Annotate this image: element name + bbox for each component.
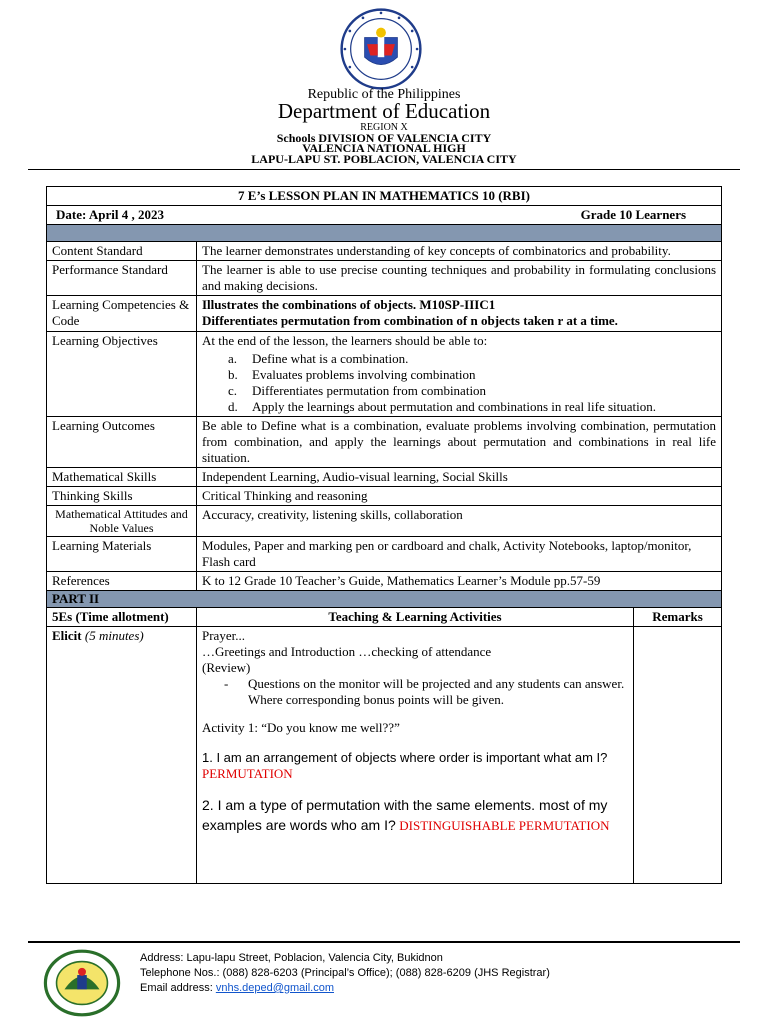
bullet-text: Questions on the monitor will be projected and any students can answer. Where corresponding bonus points will be given. [248,676,625,707]
row-label: Content Standard [47,242,197,261]
email-link[interactable]: vnhs.deped@gmail.com [215,982,334,994]
school-address-line: LAPU-LAPU ST. POBLACION, VALENCIA CITY [251,152,517,166]
row-label: Learning Competencies & Code [47,296,197,332]
col-header-phase: 5Es (Time allotment) [47,608,197,627]
row-value [197,296,722,332]
row-value: K to 12 Grade 10 Teacher’s Guide, Mathematics Learner’s Module pp.57-59 [197,572,722,591]
elicit-activities [197,627,634,884]
col-header-activities: Teaching & Learning Activities [197,608,634,627]
elicit-time: (5 minutes) [84,628,144,643]
question-1 [202,750,628,782]
objectives-row [47,332,722,417]
review-bullet [224,676,628,708]
col-header-remarks: Remarks [634,608,722,627]
division-line: Schools DIVISION OF VALENCIA CITY [276,131,492,145]
bullet-marker: - [224,676,229,691]
competency-2: Differentiates permutation from combination of n objects taken r at a time. [202,313,618,328]
greetings: …Greetings and Introduction …checking of attendance [202,644,492,659]
row-value: Be able to Define what is a combination, evaluate problems involving combination, permutation from combination, and apply the learnings about permutation and combinations in real life situation. [197,417,722,468]
row-label: References [47,572,197,591]
list-item: c. Differentiates permutation from combination [228,383,487,398]
footer-address: Address: Lapu-lapu Street, Poblacion, Valencia City, Bukidnon [140,952,443,964]
school-logo-icon [42,948,122,1018]
section-band [47,225,722,242]
outcomes-row [47,417,722,468]
performance-standard-row [47,261,722,296]
school-line: VALENCIA NATIONAL HIGH [302,141,466,155]
row-value: Independent Learning, Audio-visual learning, Social Skills [197,468,722,487]
row-value: Modules, Paper and marking pen or cardboard and chalk, Activity Notebooks, laptop/monitor, Flash card [197,537,722,572]
competencies-row [47,296,722,332]
list-item: a. Define what is a combination. [228,351,409,366]
footer-telephone: Telephone Nos.: (088) 828-6203 (Principal’s Office); (088) 828-6209 (JHS Registrar) [140,967,550,979]
question-1-text: 1. I am an arrangement of objects where order is important what am I? [202,750,608,765]
list-item: b. Evaluates problems involving combination [228,367,476,382]
header-divider [28,169,740,170]
elicit-label: Elicit [52,628,82,643]
row-label: Mathematical Skills [47,468,197,487]
row-label: Mathematical Attitudes and Noble Values [47,506,197,537]
question-2-text: 2. I am a type of permutation with the same elements. most of my examples are words who am I? [202,797,608,833]
footer-email [140,981,334,996]
answer-1: PERMUTATION [202,766,293,781]
elicit-remarks [634,627,722,884]
objectives-intro: At the end of the lesson, the learners should be able to: [202,333,488,348]
department-line: Department of Education [277,99,491,123]
list-item: d. Apply the learnings about permutation and combinations in real life situation. [228,399,656,414]
row-value [197,332,722,417]
prayer: Prayer... [202,628,245,643]
row-value: The learner is able to use precise counting techniques and probability in formulating conclusions and making decisions. [197,261,722,296]
objectives-list [202,351,716,415]
materials-row [47,537,722,572]
row-label: Thinking Skills [47,487,197,506]
elicit-row [47,627,722,884]
footer-divider [28,941,740,943]
row-label: Learning Materials [47,537,197,572]
column-header-row [47,608,722,627]
part-label: PART II [47,591,722,608]
answer-2: DISTINGUISHABLE PERMUTATION [399,818,610,833]
math-skills-row [47,468,722,487]
activity-title: Activity 1: “Do you know me well??” [202,720,400,735]
deped-seal-icon [340,8,422,90]
plan-date: Date: April 4 , 2023 [56,207,164,222]
references-row [47,572,722,591]
row-label: Learning Objectives [47,332,197,417]
competency-1: Illustrates the combinations of objects. M10SP-IIIC1 [202,297,496,312]
elicit-phase [47,627,197,884]
row-label: Performance Standard [47,261,197,296]
content-standard-row [47,242,722,261]
grade-level: Grade 10 Learners [580,207,687,222]
row-value: Critical Thinking and reasoning [197,487,722,506]
thinking-skills-row [47,487,722,506]
email-label: Email address: [140,982,213,994]
attitudes-row [47,506,722,537]
region-line: REGION X [360,122,408,133]
lesson-plan-table [46,186,722,884]
row-value: Accuracy, creativity, listening skills, collaboration [197,506,722,537]
review: (Review) [202,660,251,675]
row-label: Learning Outcomes [47,417,197,468]
question-2 [202,796,628,836]
plan-title: 7 E’s LESSON PLAN IN MATHEMATICS 10 (RBI) [47,187,722,206]
republic-line: Republic of the Philippines [307,87,461,102]
part-ii-row [47,591,722,608]
row-value: The learner demonstrates understanding of key concepts of combinatorics and probability. [197,242,722,261]
date-row [47,206,722,225]
